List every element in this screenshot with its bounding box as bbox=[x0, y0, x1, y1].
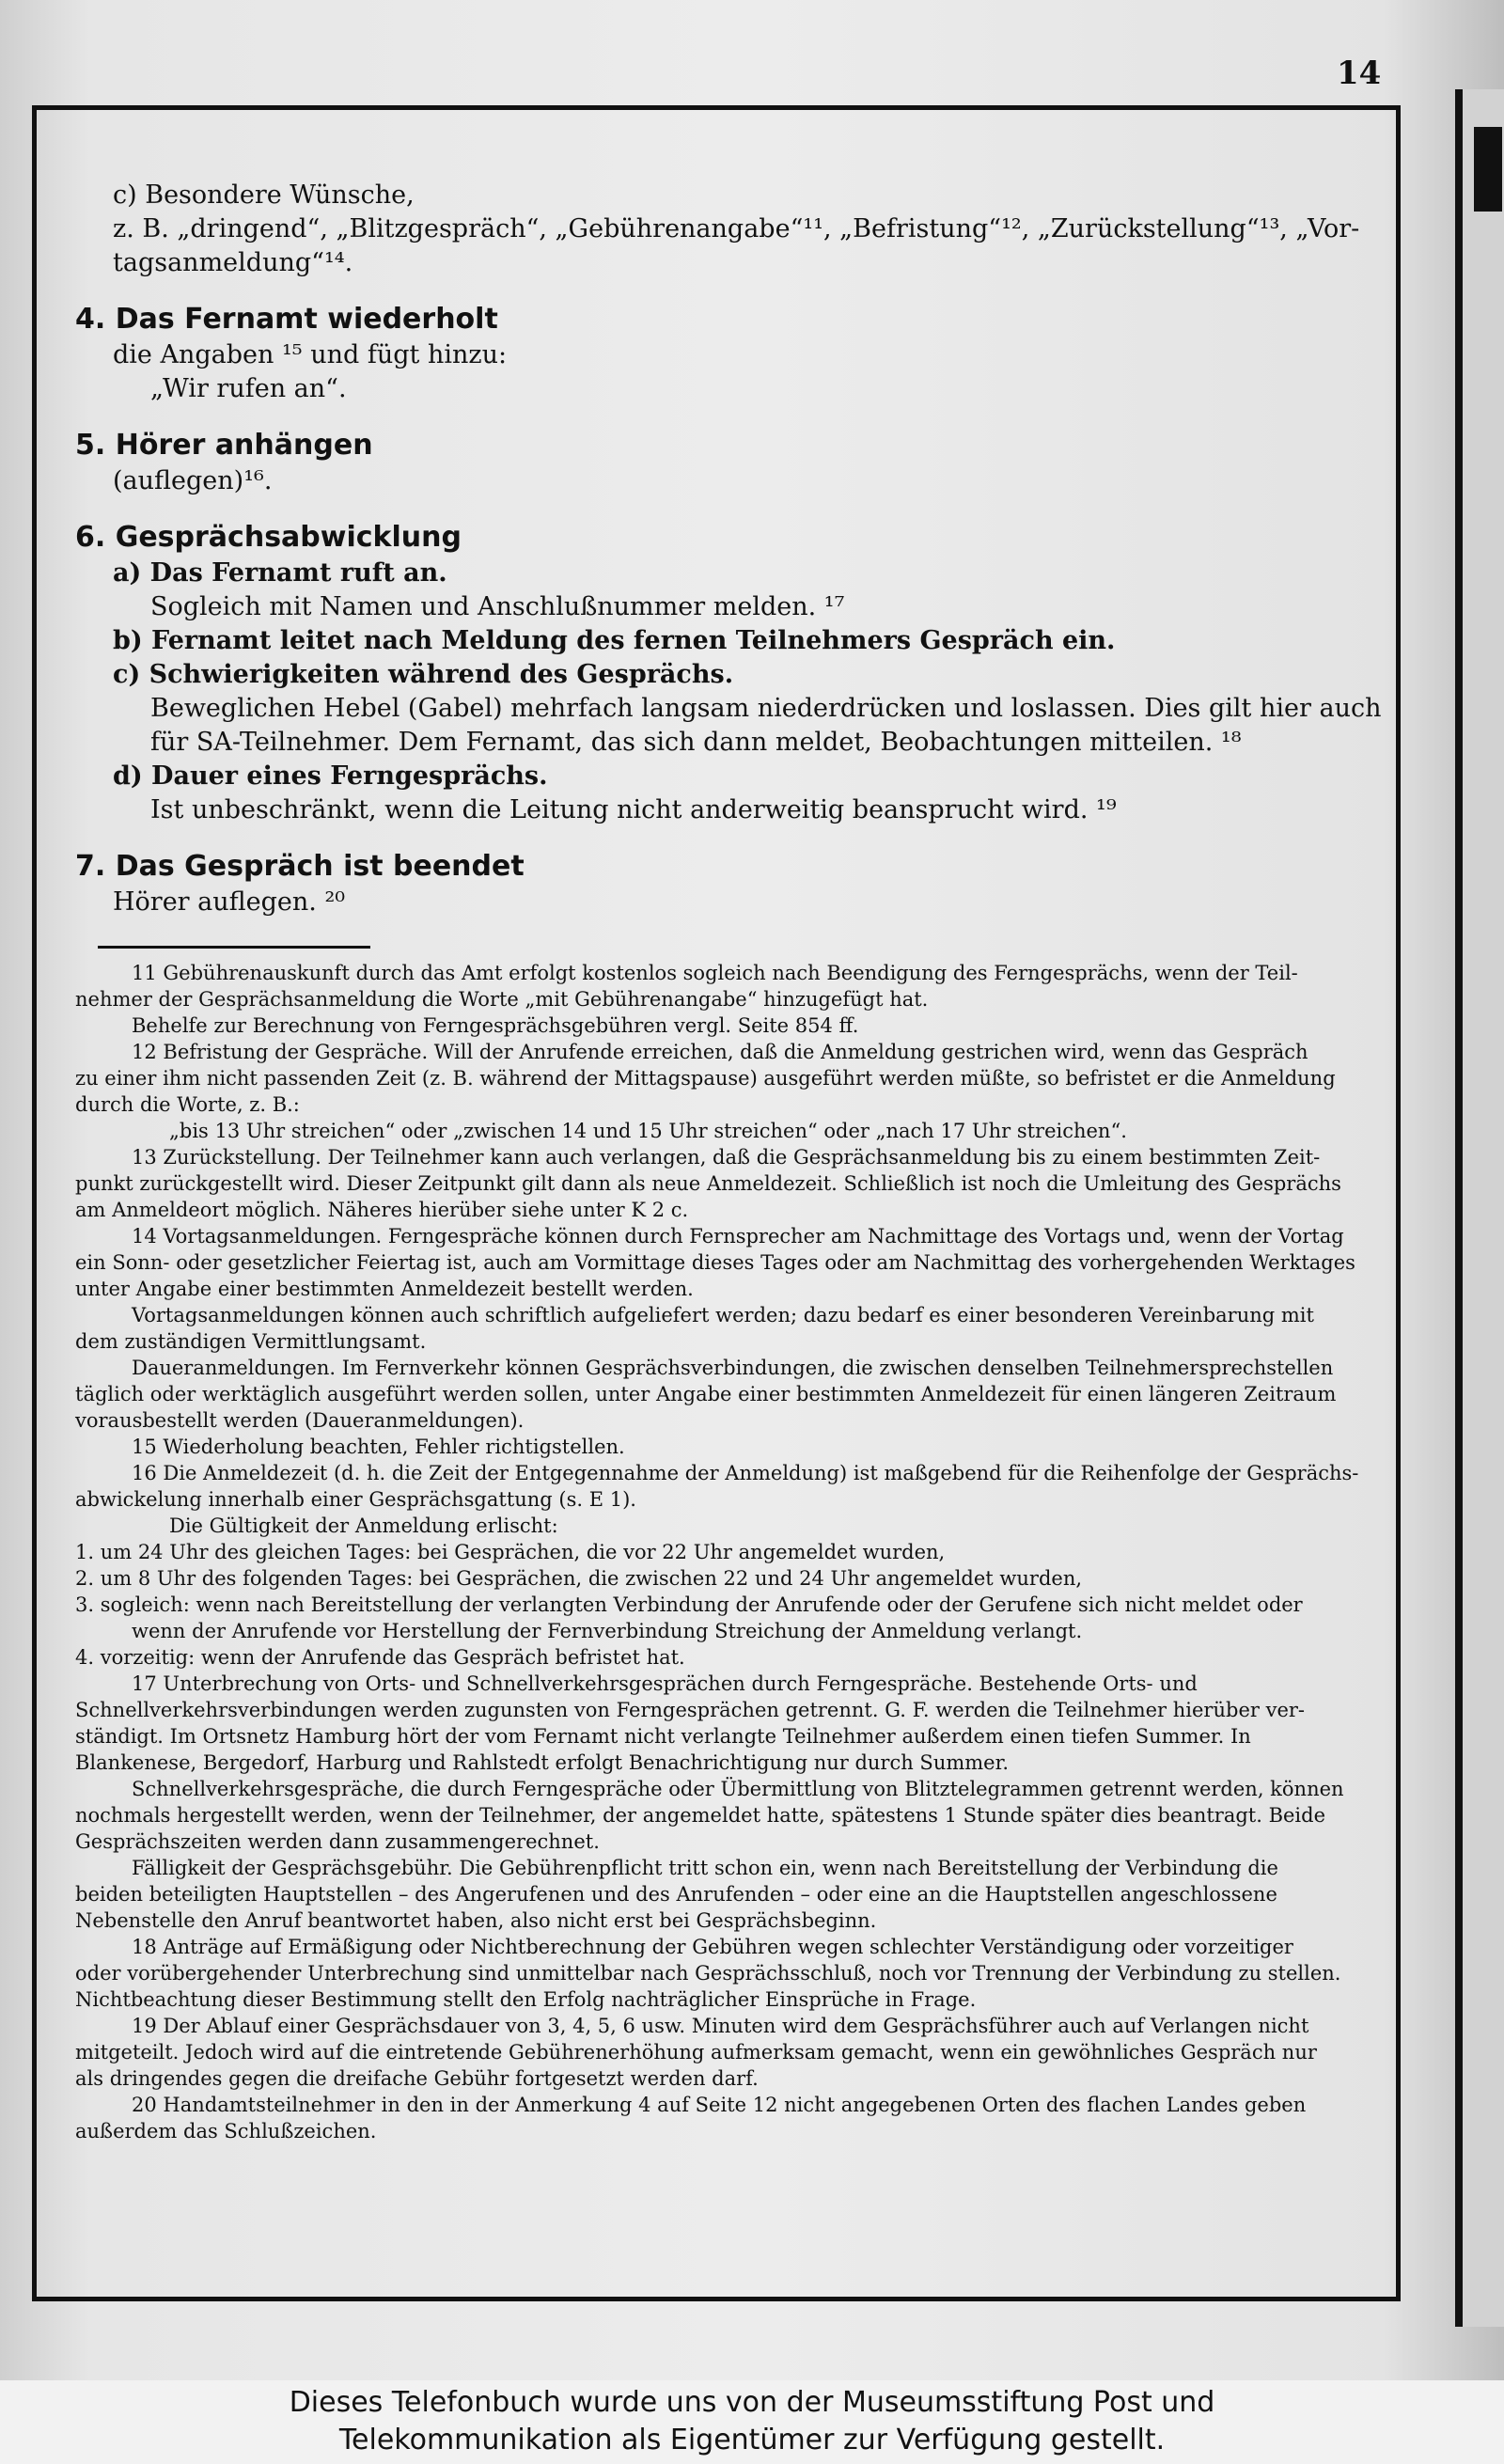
footnote-line: dem zuständigen Vermittlungsamt. bbox=[75, 1330, 427, 1353]
section-heading: 7. Das Gespräch ist beendet bbox=[75, 850, 525, 883]
footnote-line: wenn der Anrufende vor Herstellung der Fernverbindung Streichung der Anmeldung verlangt. bbox=[132, 1620, 1083, 1642]
footnote-line: nochmals hergestellt werden, wenn der Teilnehmer, der angemeldet hatte, spätestens 1 Stunde später dies beantragt. Beide bbox=[75, 1804, 1326, 1827]
body-line: Hörer auflegen. ²⁰ bbox=[113, 887, 346, 917]
footnote-line: Daueranmeldungen. Im Fernverkehr können Gesprächsverbindungen, die zwischen denselben Teilnehmersprechstellen bbox=[132, 1357, 1334, 1379]
footnote-line: unter Angabe einer bestimmten Anmeldezeit bestellt werden. bbox=[75, 1278, 694, 1300]
footnote-line: oder vorübergehender Unterbrechung sind unmittelbar nach Gesprächsschluß, noch vor Trennung der Verbindung zu stellen. bbox=[75, 1962, 1341, 1985]
footnote-line: 14 Vortagsanmeldungen. Ferngespräche können durch Fernsprecher am Nachmittage des Vortags und, wenn der Vortag bbox=[132, 1225, 1344, 1248]
footnote-line: am Anmeldeort möglich. Näheres hierüber siehe unter K 2 c. bbox=[75, 1199, 689, 1221]
footnote-line: 12 Befristung der Gespräche. Will der Anrufende erreichen, daß die Anmeldung gestrichen wird, wenn das Gespräch bbox=[132, 1041, 1308, 1063]
instruction-list bbox=[75, 179, 1391, 919]
footnote-line: durch die Worte, z. B.: bbox=[75, 1093, 300, 1116]
caption-line-1: Dieses Telefonbuch wurde uns von der Museumsstiftung Post und bbox=[289, 2386, 1215, 2419]
footnote-line: 3. sogleich: wenn nach Bereitstellung der verlangten Verbindung der Anrufende oder der Gerufene sich nicht meldet oder bbox=[75, 1593, 1303, 1616]
ownership-caption bbox=[0, 2380, 1504, 2464]
section-heading: 5. Hörer anhängen bbox=[75, 429, 373, 462]
footnote-line: ein Sonn- oder gesetzlicher Feiertag ist, auch am Vormittage dieses Tages oder am Nachmittag des vorhergehenden Werktages bbox=[75, 1251, 1355, 1274]
footnotes bbox=[75, 960, 1391, 2144]
footnote-line: Gesprächszeiten werden dann zusammengerechnet. bbox=[75, 1830, 600, 1853]
footnote-line: 16 Die Anmeldezeit (d. h. die Zeit der Entgegennahme der Anmeldung) ist maßgebend für die Reihenfolge der Gesprächs- bbox=[132, 1462, 1359, 1484]
page-number: 14 bbox=[1337, 55, 1382, 92]
footnote-line: beiden beteiligten Hauptstellen – des Angerufenen und des Anrufenden – oder eine an die Hauptstellen angeschlossene bbox=[75, 1883, 1277, 1906]
footnote-line: Schnellverkehrsverbindungen werden zugunsten von Ferngesprächen getrennt. G. F. werden die Teilnehmer hierüber ver- bbox=[75, 1699, 1306, 1721]
footnote-line: Nebenstelle den Anruf beantwortet haben, also nicht erst bei Gesprächsbeginn. bbox=[75, 1909, 877, 1932]
footnote-line: als dringendes gegen die dreifache Gebühr fortgesetzt werden darf. bbox=[75, 2067, 759, 2090]
footnote-line: außerdem das Schlußzeichen. bbox=[75, 2120, 377, 2142]
caption-line-2: Telekommunikation als Eigentümer zur Verfügung gestellt. bbox=[338, 2424, 1166, 2456]
body-line: d) Dauer eines Ferngesprächs. bbox=[113, 761, 548, 791]
footnote-line: Vortagsanmeldungen können auch schriftlich aufgeliefert werden; dazu bedarf es einer besonderen Vereinbarung mit bbox=[132, 1304, 1314, 1326]
footnote-line: 20 Handamtsteilnehmer in den in der Anmerkung 4 auf Seite 12 nicht angegebenen Orten des flachen Landes geben bbox=[132, 2094, 1307, 2116]
body-line: „Wir rufen an“. bbox=[150, 374, 347, 403]
footnote-line: Behelfe zur Berechnung von Ferngesprächsgebühren vergl. Seite 854 ff. bbox=[132, 1014, 859, 1037]
footnote-line: täglich oder werktäglich ausgeführt werden sollen, unter Angabe einer bestimmten Anmeldezeit für einen längeren Zeitraum bbox=[75, 1383, 1337, 1405]
body-line: b) Fernamt leitet nach Meldung des fernen Teilnehmers Gespräch ein. bbox=[113, 626, 1116, 655]
footnote-line: 15 Wiederholung beachten, Fehler richtigstellen. bbox=[132, 1436, 625, 1458]
page-body bbox=[75, 179, 1391, 2144]
footnote-line: ständigt. Im Ortsnetz Hamburg hört der vom Fernamt nicht verlangte Teilnehmer außerdem einen tiefen Summer. In bbox=[75, 1725, 1251, 1748]
body-line: tagsanmeldung“¹⁴. bbox=[113, 248, 353, 277]
body-line: die Angaben ¹⁵ und fügt hinzu: bbox=[113, 340, 508, 369]
body-line: z. B. „dringend“, „Blitzgespräch“, „Gebührenangabe“¹¹, „Befristung“¹², „Zurückstellung“¹³, „Vor- bbox=[113, 214, 1360, 243]
body-line: c) Schwierigkeiten während des Gesprächs. bbox=[113, 660, 734, 689]
footnote-line: nehmer der Gesprächsanmeldung die Worte „mit Gebührenangabe“ hinzugefügt hat. bbox=[75, 988, 929, 1011]
footnote-line: Fälligkeit der Gesprächsgebühr. Die Gebührenpflicht tritt schon ein, wenn nach Bereitstellung der Verbindung die bbox=[132, 1857, 1278, 1879]
body-line: (auflegen)¹⁶. bbox=[113, 466, 273, 495]
body-line: für SA-Teilnehmer. Dem Fernamt, das sich dann meldet, Beobachtungen mitteilen. ¹⁸ bbox=[150, 728, 1242, 757]
footnote-line: Die Gültigkeit der Anmeldung erlischt: bbox=[169, 1514, 558, 1537]
footnote-line: punkt zurückgestellt wird. Dieser Zeitpunkt gilt dann als neue Anmeldezeit. Schließlich ist noch die Umleitung des Gesprächs bbox=[75, 1172, 1341, 1195]
footnote-line: abwickelung innerhalb einer Gesprächsgattung (s. E 1). bbox=[75, 1488, 636, 1511]
body-line: a) Das Fernamt ruft an. bbox=[113, 558, 447, 588]
footnote-line: 17 Unterbrechung von Orts- und Schnellverkehrsgesprächen durch Ferngespräche. Bestehende Orts- und bbox=[132, 1672, 1198, 1695]
body-line: Beweglichen Hebel (Gabel) mehrfach langsam niederdrücken und loslassen. Dies gilt hier auch bbox=[150, 694, 1382, 723]
footnote-line: „bis 13 Uhr streichen“ oder „zwischen 14 und 15 Uhr streichen“ oder „nach 17 Uhr streichen“. bbox=[169, 1120, 1127, 1142]
body-line: Ist unbeschränkt, wenn die Leitung nicht anderweitig beansprucht wird. ¹⁹ bbox=[150, 795, 1117, 824]
section-heading: 4. Das Fernamt wiederholt bbox=[75, 303, 498, 336]
footnote-line: zu einer ihm nicht passenden Zeit (z. B. während der Mittagspause) ausgeführt werden müßte, so befristet er die Anmeldung bbox=[75, 1067, 1336, 1090]
footnote-line: 18 Anträge auf Ermäßigung oder Nichtberechnung der Gebühren wegen schlechter Verständigung oder vorzeitiger bbox=[132, 1936, 1293, 1958]
footnote-line: 4. vorzeitig: wenn der Anrufende das Gespräch befristet hat. bbox=[75, 1646, 685, 1669]
footnote-line: Nichtbeachtung dieser Bestimmung stellt den Erfolg nachträglicher Einsprüche in Frage. bbox=[75, 1988, 977, 2011]
footnote-line: 19 Der Ablauf einer Gesprächsdauer von 3, 4, 5, 6 usw. Minuten wird dem Gesprächsführer auch auf Verlangen nicht bbox=[132, 2015, 1309, 2037]
footnote-line: vorausbestellt werden (Daueranmeldungen). bbox=[75, 1409, 525, 1432]
footnote-separator bbox=[98, 946, 370, 949]
body-line: Sogleich mit Namen und Anschlußnummer melden. ¹⁷ bbox=[150, 592, 845, 621]
footnote-line: 13 Zurückstellung. Der Teilnehmer kann auch verlangen, daß die Gesprächsanmeldung bis zu einem bestimmten Zeit- bbox=[132, 1146, 1321, 1169]
footnote-line: 11 Gebührenauskunft durch das Amt erfolgt kostenlos sogleich nach Beendigung des Ferngesprächs, wenn der Teil- bbox=[132, 962, 1298, 984]
section-heading: 6. Gesprächsabwicklung bbox=[75, 521, 462, 554]
adjacent-page-edge bbox=[1455, 89, 1504, 2327]
footnote-line: 1. um 24 Uhr des gleichen Tages: bei Gesprächen, die vor 22 Uhr angemeldet wurden, bbox=[75, 1541, 946, 1563]
footnote-line: Blankenese, Bergedorf, Harburg und Rahlstedt erfolgt Benachrichtigung nur durch Summer. bbox=[75, 1751, 1009, 1774]
body-line: c) Besondere Wünsche, bbox=[113, 180, 415, 210]
footnote-line: mitgeteilt. Jedoch wird auf die eintretende Gebührenerhöhung aufmerksam gemacht, wenn ein gewöhnliches Gespräch nur bbox=[75, 2041, 1317, 2064]
footnote-line: 2. um 8 Uhr des folgenden Tages: bei Gesprächen, die zwischen 22 und 24 Uhr angemeldet wurden, bbox=[75, 1567, 1083, 1590]
footnote-line: Schnellverkehrsgespräche, die durch Ferngespräche oder Übermittlung von Blitztelegrammen getrennt werden, können bbox=[132, 1778, 1344, 1800]
